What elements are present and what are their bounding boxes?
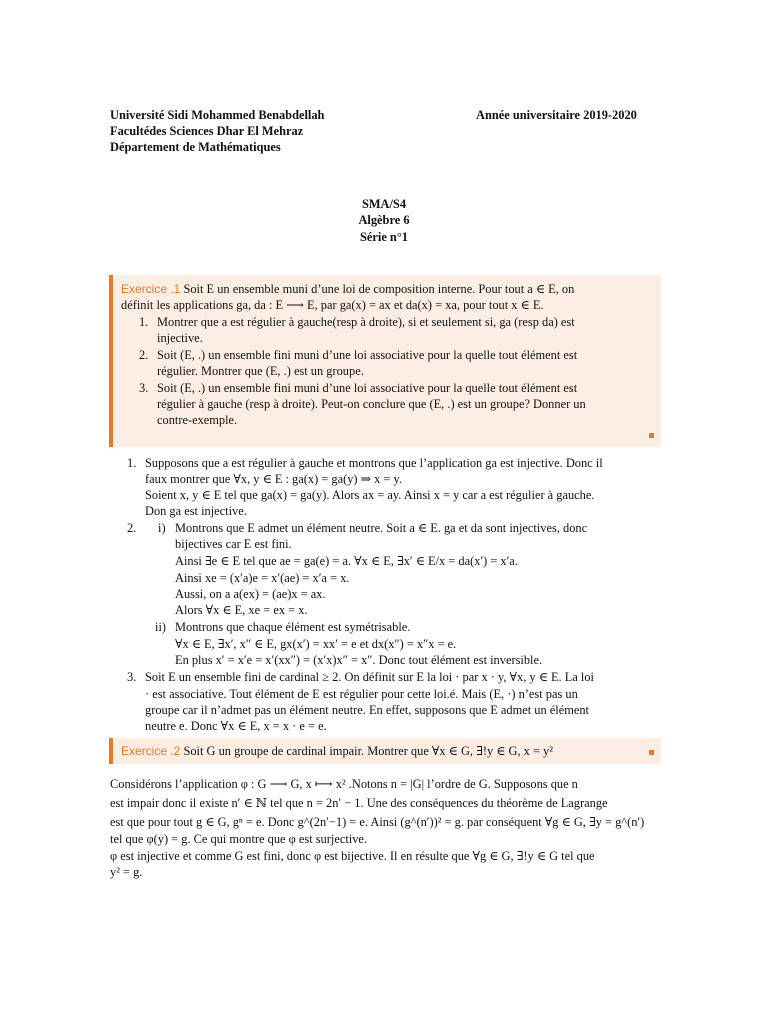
solution-3-line-2: · est associative. Tout élément de E est régulier pour cette loi.é. Mais (E, ·) n’est pas un bbox=[145, 687, 578, 701]
end-of-exercise-marker bbox=[649, 750, 654, 755]
exercise-1-item-3-line-1: Soit (E, .) un ensemble fini muni d’une loi associative pour la quelle tout élément est bbox=[157, 381, 578, 395]
solution-ex2-line-1: Considérons l’application φ : G ⟶ G, x ⟼ x² .Notons n = |G| l’ordre de G. Supposons que n bbox=[110, 777, 578, 791]
solution-3-line-4: neutre e. Donc ∀x ∈ E, x = x · e = e. bbox=[145, 719, 327, 733]
exercise-1-line-1 bbox=[121, 281, 574, 297]
solution-2-i-label: i) bbox=[158, 521, 166, 535]
exercise-1-intro-1: Soit E un ensemble muni d’une loi de composition interne. Pour tout a ∈ E, on bbox=[183, 282, 575, 296]
solution-2-i-line-1: Montrons que E admet un élément neutre. Soit a ∈ E. ga et da sont injectives, donc bbox=[175, 521, 588, 535]
solution-ex2-line-3: est que pour tout g ∈ G, gⁿ = e. Donc g^(2n′−1) = e. Ainsi (g^(n′))² = g. par conséquent ∀g ∈ G, ∃y = g^(n′) bbox=[110, 815, 645, 829]
solution-2-i-line-6: Alors ∀x ∈ E, xe = ex = x. bbox=[175, 603, 308, 617]
exercise-2-line bbox=[121, 743, 553, 759]
exercise-1-item-1-line-1: Montrer que a est régulier à gauche(resp à droite), si et seulement si, ga (resp da) est bbox=[157, 315, 575, 329]
university-name: Université Sidi Mohammed Benabdellah bbox=[110, 108, 325, 122]
solution-1-number: 1. bbox=[127, 456, 137, 470]
faculty-name: Facultédes Sciences Dhar El Mehraz bbox=[110, 124, 304, 138]
course-code: SMA/S4 bbox=[361, 197, 407, 211]
solution-2-i-line-2: bijectives car E est fini. bbox=[175, 537, 292, 551]
solution-3-number: 3. bbox=[127, 670, 137, 684]
exercise-1-item-3-line-2: régulier à gauche (resp à droite). Peut-on conclure que (E, .) est un groupe? Donner un bbox=[157, 397, 586, 411]
solution-ex2-line-2: est impair donc il existe n′ ∈ ℕ tel que n = 2n′ − 1. Une des conséquences du théorème de Lagrange bbox=[110, 796, 608, 810]
solution-ex2-line-5: φ est injective et comme G est fini, donc φ est bijective. Il en résulte que ∀g ∈ G, ∃!y ∈ G tel que bbox=[110, 849, 595, 863]
exercise-2-text: Soit G un groupe de cardinal impair. Montrer que ∀x ∈ G, ∃!y ∈ G, x = y² bbox=[183, 744, 553, 758]
solution-2-ii-line-3: En plus x′ = x′e = x′(xx″) = (x′x)x″ = x″. Donc tout élément est inversible. bbox=[175, 653, 543, 667]
solution-2-ii-label: ii) bbox=[155, 620, 167, 634]
end-of-exercise-marker bbox=[649, 433, 654, 438]
solution-ex2-line-6: y² = g. bbox=[110, 865, 143, 879]
solution-1-line-3: Soient x, y ∈ E tel que ga(x) = ga(y). Alors ax = ay. Ainsi x = y car a est régulier à gauche. bbox=[145, 488, 595, 502]
exercise-1-item-2-line-2: régulier. Montrer que (E, .) est un groupe. bbox=[157, 364, 364, 378]
exercise-1-item-3-line-3: contre-exemple. bbox=[157, 413, 238, 427]
solution-1-line-2: faux montrer que ∀x, y ∈ E : ga(x) = ga(y) ⇒ x = y. bbox=[145, 472, 402, 486]
exercise-1-item-3-number: 3. bbox=[139, 381, 149, 395]
solution-2-ii-line-2: ∀x ∈ E, ∃x′, x″ ∈ E, gx(x′) = xx′ = e et dx(x″) = x″x = e. bbox=[175, 637, 457, 651]
department-name: Département de Mathématiques bbox=[110, 140, 281, 154]
exercise-1-item-2-number: 2. bbox=[139, 348, 149, 362]
exercise-1-item-1-number: 1. bbox=[139, 315, 149, 329]
solution-1-line-4: Don ga est injective. bbox=[145, 504, 247, 518]
solution-3-line-1: Soit E un ensemble fini de cardinal ≥ 2. On définit sur E la loi · par x · y, ∀x, y ∈ E. La loi bbox=[145, 670, 594, 684]
course-title: Algèbre 6 bbox=[358, 213, 410, 227]
exercise-1-item-2-line-1: Soit (E, .) un ensemble fini muni d’une loi associative pour la quelle tout élément est bbox=[157, 348, 578, 362]
solution-1-line-1: Supposons que a est régulier à gauche et montrons que l’application ga est injective. Donc il bbox=[145, 456, 603, 470]
solution-2-ii-line-1: Montrons que chaque élément est symétrisable. bbox=[175, 620, 411, 634]
academic-year: Année universitaire 2019-2020 bbox=[476, 108, 637, 122]
exercise-1-item-1-line-2: injective. bbox=[157, 331, 203, 345]
exercise-2-label: Exercice .2 bbox=[121, 744, 181, 758]
solution-3-line-3: groupe car il n’admet pas un élément neutre. En effet, supposons que E admet un élément bbox=[145, 703, 589, 717]
solution-ex2-line-4: tel que φ(y) = g. Ce qui montre que φ est surjective. bbox=[110, 832, 367, 846]
exercise-2-box bbox=[109, 738, 661, 764]
exercise-1-label: Exercice .1 bbox=[121, 282, 181, 296]
solution-2-i-line-4: Ainsi xe = (x′a)e = x′(ae) = x′a = x. bbox=[175, 571, 350, 585]
solution-2-i-line-5: Aussi, on a a(ex) = (ae)x = ax. bbox=[175, 587, 326, 601]
solution-2-number: 2. bbox=[127, 521, 137, 535]
solution-2-i-line-3: Ainsi ∃e ∈ E tel que ae = ga(e) = a. ∀x ∈ E, ∃x′ ∈ E/x = da(x′) = x′a. bbox=[175, 554, 518, 568]
exercise-1-box bbox=[109, 275, 661, 447]
series-title: Série n°1 bbox=[360, 230, 408, 244]
exercise-1-intro-2: définit les applications ga, da : E ⟶ E, par ga(x) = ax et da(x) = xa, pour tout x ∈ E. bbox=[121, 298, 544, 312]
